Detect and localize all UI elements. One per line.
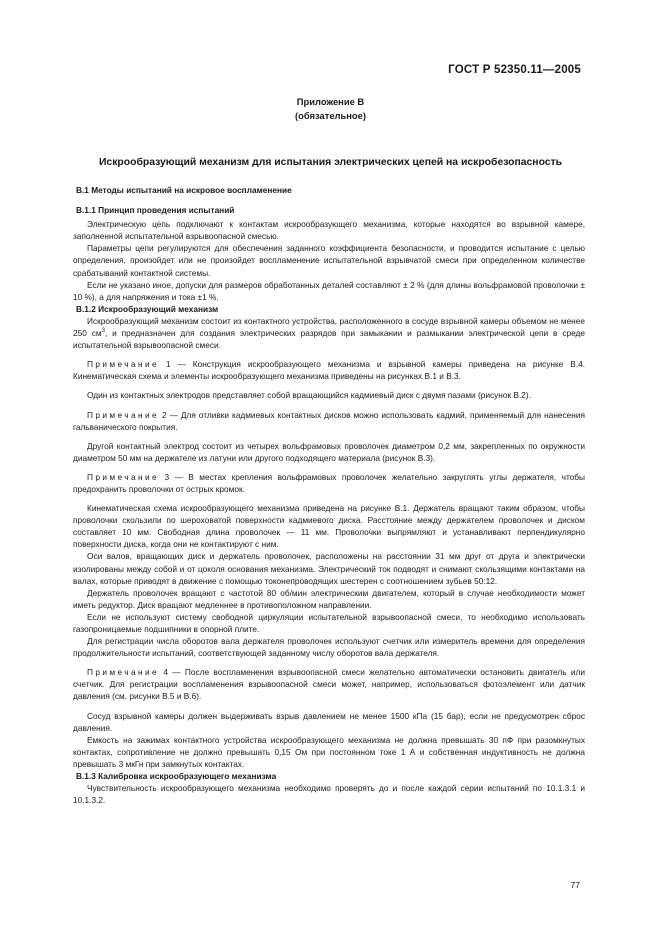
document-code: ГОСТ Р 52350.11—2005 bbox=[448, 64, 581, 76]
paragraph: Другой контактный электрод состоит из четырех вольфрамовых проволочек диаметром 0,2 мм, закрепленных по окружности диаметром 50 мм на держателе из латуни или другого подходящего материала (рисунок В.3). bbox=[73, 440, 585, 463]
paragraph: Кинематическая схема искрообразующего механизма приведена на рисунке В.1. Держатель вращают таким образом, чтобы проволочки скользили по шероховатой поверхности кадмиевого диска. Расстояние между держателем проволочек и диском составляет 10 мм. Свободная длина проволочек — 11 мм. Проволочки выпрямляют и устанавливают перпендикулярно поверхности диска, когда они не контактируют с ним. bbox=[73, 503, 585, 550]
paragraph-text: , и предназначен для создания электрических разрядов при замыкании и размыкании электрической цепи в среде испытательной взрывоопасной смеси. bbox=[73, 328, 585, 351]
section-heading-b1: В.1 Методы испытаний на искровое воспламенение bbox=[76, 185, 292, 195]
paragraph: Оси валов, вращающих диск и держатель проволочек, расположены на расстоянии 31 мм друг от друга и электрически изолированы между собой и от цоколя основания механизма. Электрический ток подводят и снимают скользящими контактами на валах, которые приводят в движение с помощью токонепроводящих шестерен с соотношением зубьев 50:12. bbox=[73, 551, 585, 586]
note-text: 2 — Для отливки кадмиевых контактных дисков можно использовать кадмий, применяемый для нанесения гальванического покрытия. bbox=[73, 409, 585, 432]
section-heading-b12: В.1.2 Искрообразующий механизм bbox=[76, 303, 219, 314]
note-label: Примечание bbox=[87, 471, 160, 482]
note-1 bbox=[73, 358, 585, 382]
paragraph: Держатель проволочек вращают с частотой 80 об/мин электрическим двигателем, который в случае необходимости может иметь редуктор. Диск вращают медленнее в противоположном направлении. bbox=[73, 587, 585, 610]
paragraph: Чувствительность искрообразующего механизма необходимо проверять до и после каждой серии испытаний по 10.1.3.1 и 10.1.3.2. bbox=[73, 783, 585, 806]
note-label: Примечание bbox=[87, 667, 160, 678]
paragraph: Электрическую цепь подключают к контактам искрообразующего механизма, которые находятся во взрывной камере, заполненной испытательной взрывоопасной смесью. bbox=[73, 219, 585, 242]
section-heading-b11: В.1.1 Принцип проведения испытаний bbox=[76, 205, 235, 216]
paragraph: Если не используют систему свободной циркуляции испытательной взрывоопасной смеси, то необходимо использовать газопроницаемые подшипники в опорной плите. bbox=[73, 611, 585, 634]
paragraph: Если не указано иное, допуски для размеров обработанных деталей составляют ± 2 % (для длины вольфрамовой проволочки ± 10 %), а для напряжения и тока ±1 %. bbox=[73, 279, 585, 302]
appendix-title: Искрообразующий механизм для испытания электрических цепей на искробезопасность bbox=[98, 157, 563, 168]
paragraph bbox=[73, 315, 585, 351]
note-3 bbox=[73, 471, 585, 495]
note-text: 1 — Конструкция искрообразующего механизма и взрывной камеры приведена на рисунке В.4. Кинематическая схема и элементы искрообразующего механизма приведены на рисунках В.1 и В.3. bbox=[73, 359, 585, 382]
paragraph: Сосуд взрывной камеры должен выдерживать взрыв давлением не менее 1500 кПа (15 бар), если не предусмотрен сброс давления. bbox=[73, 710, 585, 733]
note-label: Примечание bbox=[87, 359, 160, 370]
appendix-heading bbox=[0, 95, 661, 123]
page-number: 77 bbox=[570, 880, 580, 890]
appendix-label: Приложение В bbox=[296, 96, 365, 107]
paragraph: Для регистрации числа оборотов вала держателя проволочек используют счетчик или измеритель времени для определения продолжительности испытаний, соответствующей заданному числу оборотов вала держателя. bbox=[73, 636, 585, 659]
appendix-status: (обязательное) bbox=[295, 110, 366, 121]
paragraph: Емкость на зажимах контактного устройства искрообразующего механизма не должна превышать 30 пФ при разомкнутых контактах, сопротивление не должно превышать 0,15 Ом при постоянном токе 1 А и собственная индуктивность не должна превышать 3 мкГн при замкнутых контактах. bbox=[73, 734, 585, 769]
paragraph: Параметры цепи регулируются для обеспечения заданного коэффициента безопасности, и проводится испытание с целью определения, произойдет или не произойдет воспламенение испытательной взрывчатой смеси при определенном количестве срабатываний контактной системы. bbox=[73, 243, 585, 278]
note-label: Примечание bbox=[87, 409, 160, 420]
superscript: 3 bbox=[101, 328, 105, 335]
paragraph: Один из контактных электродов представляет собой вращающийся кадмиевый диск с двумя пазами (рисунок В.2). bbox=[87, 390, 531, 401]
note-text: 4 — После воспламенения взрывоопасной смеси желательно автоматически остановить двигатель или счетчик. Для регистрации воспламенения взрывоопасной смеси может, например, использоваться фотоэлемент или датчик давления (см. рисунки В.5 и В.6). bbox=[73, 667, 585, 702]
note-text: 3 — В местах крепления вольфрамовых проволочек желательно закруглять углы держателя, чтобы предохранить проволочки от острых кромок. bbox=[73, 471, 585, 494]
paragraph-text: Искрообразующий механизм состоит из контактного устройства, расположенного в сосуде взрывной камеры объемом не менее 250 см bbox=[73, 315, 585, 339]
document-body bbox=[73, 184, 585, 806]
section-heading-b13: В.1.3 Калибровка искрообразующего механизма bbox=[76, 771, 277, 782]
note-2 bbox=[73, 409, 585, 433]
note-4 bbox=[73, 666, 585, 702]
